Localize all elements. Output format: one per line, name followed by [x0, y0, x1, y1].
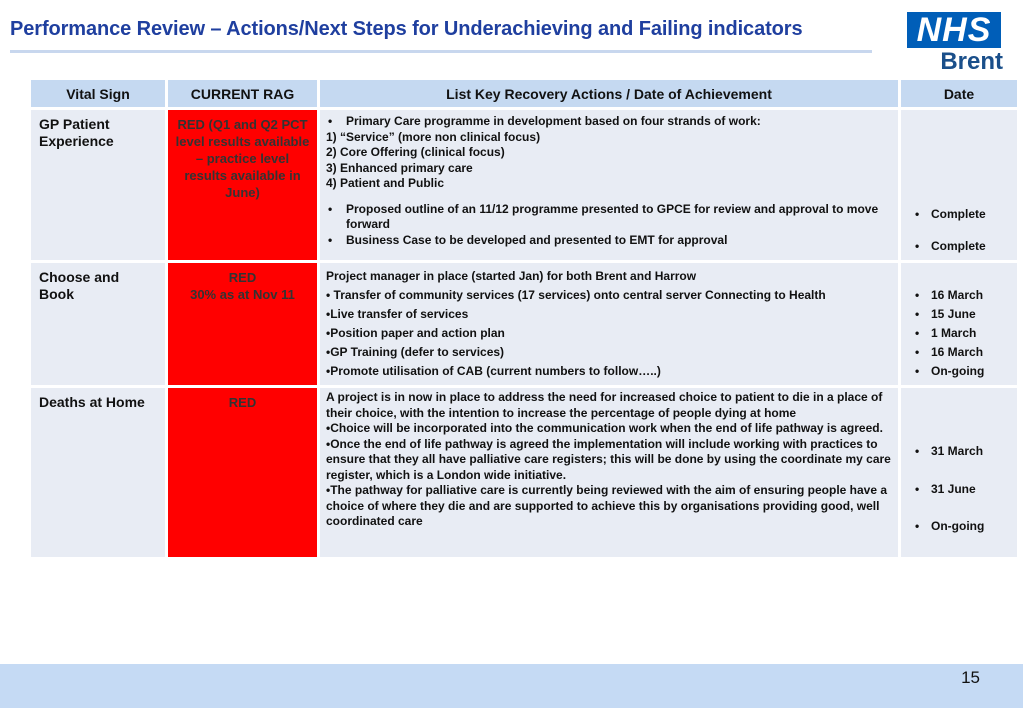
- date-item: • 31 June: [915, 481, 976, 496]
- date-item: • On-going: [915, 364, 985, 378]
- date-cell: [901, 263, 1017, 388]
- date-cell: [901, 388, 1017, 560]
- header-current-rag: CURRENT RAG: [168, 80, 317, 110]
- date-item: • 15 June: [915, 307, 976, 321]
- list-item: • Transfer of community services (17 services) onto central server Connecting to Health: [326, 288, 826, 302]
- title-underline: [10, 50, 872, 53]
- date-item: • 16 March: [915, 345, 984, 359]
- rag-cell: RED (Q1 and Q2 PCT level results available – practice level results available in June): [168, 110, 317, 263]
- list-item: 1) “Service” (more non clinical focus): [326, 129, 541, 144]
- date-item: • 31 March: [915, 444, 984, 458]
- nhs-logo-text: NHS: [916, 11, 992, 49]
- actions-cell: [320, 263, 898, 388]
- list-item: •Position paper and action plan: [326, 326, 505, 340]
- performance-table: [28, 80, 1020, 560]
- actions-cell: [320, 388, 898, 560]
- table-row: [31, 263, 1017, 388]
- rag-cell: RED 30% as at Nov 11: [168, 263, 317, 388]
- header-actions: List Key Recovery Actions / Date of Achievement: [320, 80, 898, 110]
- nhs-logo-subtitle: Brent: [940, 48, 1003, 75]
- table-header-row: [31, 80, 1017, 110]
- page-title: Performance Review – Actions/Next Steps for Underachieving and Failing indicators: [10, 18, 803, 40]
- list-item: •Live transfer of services: [326, 307, 469, 321]
- table-row: [31, 110, 1017, 263]
- list-item: •Choice will be incorporated into the communication work when the end of life pathway is agreed.: [326, 421, 883, 435]
- table-row: [31, 388, 1017, 560]
- date-item: • On-going: [915, 519, 985, 533]
- list-item: 4) Patient and Public: [326, 176, 445, 190]
- list-item: Project manager in place (started Jan) for both Brent and Harrow: [326, 269, 697, 283]
- list-item: • Proposed outline of an 11/12 programme presented to GPCE for review and approval to move forward: [328, 201, 879, 231]
- list-item: • Business Case to be developed and presented to EMT for approval: [328, 232, 728, 247]
- list-item: •Once the end of life pathway is agreed the implementation will include working with practices to ensure that they all have palliative care registers; this will be done by using the coordinate my care register, which is a London wide initiative.: [326, 436, 891, 482]
- list-item: 2) Core Offering (clinical focus): [326, 145, 505, 159]
- nhs-logo: [907, 12, 1003, 75]
- list-item: •The pathway for palliative care is currently being reviewed with the aim of ensuring people have a choice of where they die and are supported to achieve this by organisations providing good, well coordinated care: [326, 483, 888, 528]
- list-item: • Primary Care programme in development based on four strands of work:: [328, 114, 761, 128]
- list-item: •GP Training (defer to services): [326, 345, 505, 359]
- date-cell: [901, 110, 1017, 263]
- date-item: • Complete: [915, 207, 986, 221]
- nhs-logo-box: [907, 12, 1001, 48]
- header-date: Date: [901, 80, 1017, 110]
- header-vital-sign: Vital Sign: [31, 80, 165, 110]
- page-number: 15: [961, 668, 980, 687]
- rag-cell: RED: [168, 388, 317, 560]
- list-item: •Promote utilisation of CAB (current numbers to follow…..): [326, 364, 661, 378]
- actions-cell: [320, 110, 898, 263]
- vital-sign-cell: Choose and Book: [31, 263, 165, 388]
- date-item: • 16 March: [915, 288, 984, 302]
- vital-sign-cell: Deaths at Home: [31, 388, 165, 560]
- list-item: A project is in now in place to address the need for increased choice to patient to die in a place of their choice, with the intention to increase the percentage of people dying at home: [326, 390, 883, 420]
- list-item: 3) Enhanced primary care: [326, 160, 473, 175]
- vital-sign-cell: GP Patient Experience: [31, 110, 165, 263]
- date-item: • Complete: [915, 238, 986, 253]
- date-item: • 1 March: [915, 326, 977, 340]
- footer-bar: [0, 664, 1023, 708]
